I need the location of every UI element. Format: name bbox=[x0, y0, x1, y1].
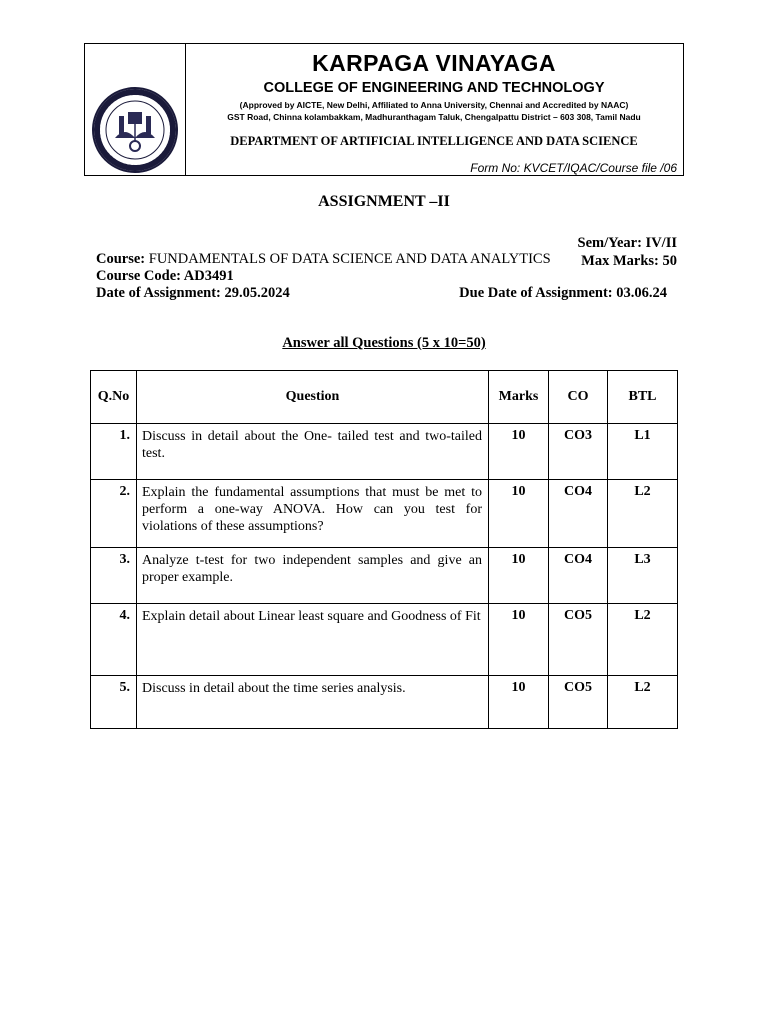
table-row bbox=[91, 604, 678, 676]
course-value: FUNDAMENTALS OF DATA SCIENCE AND DATA ANALYTICS bbox=[148, 251, 551, 267]
question-text: Explain the fundamental assumptions that must be met to perform a one-way ANOVA. How can you test for violations of these assumptions? bbox=[137, 480, 489, 548]
question-btl: L3 bbox=[608, 548, 678, 604]
header-co: CO bbox=[549, 371, 608, 424]
question-co: CO4 bbox=[549, 548, 608, 604]
question-number: 3. bbox=[91, 548, 137, 604]
questions-table bbox=[90, 370, 678, 729]
question-btl: L2 bbox=[608, 480, 678, 548]
college-subtitle: COLLEGE OF ENGINEERING AND TECHNOLOGY bbox=[263, 80, 605, 96]
instruction: Answer all Questions (5 x 10=50) bbox=[282, 335, 486, 351]
question-btl: L2 bbox=[608, 604, 678, 676]
course-label: Course: bbox=[96, 251, 149, 267]
question-marks: 10 bbox=[489, 480, 549, 548]
logo-cell bbox=[85, 44, 186, 175]
question-text: Discuss in detail about the time series analysis. bbox=[137, 676, 489, 729]
institution-header bbox=[84, 43, 684, 176]
question-text: Discuss in detail about the One- tailed test and two-tailed test. bbox=[137, 424, 489, 480]
college-name: KARPAGA VINAYAGA bbox=[312, 50, 556, 76]
question-marks: 10 bbox=[489, 604, 549, 676]
question-text: Explain detail about Linear least square and Goodness of Fit bbox=[137, 604, 489, 676]
question-number: 1. bbox=[91, 424, 137, 480]
header-question: Question bbox=[137, 371, 489, 424]
department-name: DEPARTMENT OF ARTIFICIAL INTELLIGENCE AND DATA SCIENCE bbox=[230, 134, 638, 148]
question-btl: L1 bbox=[608, 424, 678, 480]
max-marks: Max Marks: 50 bbox=[581, 253, 677, 269]
question-text: Analyze t-test for two independent samples and give an proper example. bbox=[137, 548, 489, 604]
question-btl: L2 bbox=[608, 676, 678, 729]
question-co: CO4 bbox=[549, 480, 608, 548]
header-btl: BTL bbox=[608, 371, 678, 424]
header-marks: Marks bbox=[489, 371, 549, 424]
question-number: 5. bbox=[91, 676, 137, 729]
question-number: 2. bbox=[91, 480, 137, 548]
question-co: CO3 bbox=[549, 424, 608, 480]
header-qno: Q.No bbox=[91, 371, 137, 424]
approval-line: (Approved by AICTE, New Delhi, Affiliated to Anna University, Chennai and Accredited by NAAC) bbox=[239, 100, 629, 110]
question-co: CO5 bbox=[549, 604, 608, 676]
question-marks: 10 bbox=[489, 676, 549, 729]
sem-year: Sem/Year: IV/II bbox=[577, 235, 677, 251]
college-seal-icon bbox=[91, 86, 179, 174]
table-row bbox=[91, 676, 678, 729]
assignment-title: ASSIGNMENT –II bbox=[318, 193, 450, 210]
table-row bbox=[91, 424, 678, 480]
question-marks: 10 bbox=[489, 548, 549, 604]
table-row bbox=[91, 548, 678, 604]
course-code: Course Code: AD3491 bbox=[96, 268, 234, 284]
question-marks: 10 bbox=[489, 424, 549, 480]
question-number: 4. bbox=[91, 604, 137, 676]
due-date: Due Date of Assignment: 03.06.24 bbox=[459, 285, 667, 301]
date-of-assignment: Date of Assignment: 29.05.2024 bbox=[96, 285, 290, 301]
form-number: Form No: KVCET/IQAC/Course file /06 bbox=[470, 161, 677, 175]
question-co: CO5 bbox=[549, 676, 608, 729]
course-line bbox=[96, 251, 551, 268]
address-line: GST Road, Chinna kolambakkam, Madhuranthagam Taluk, Chengalpattu District – 603 308, Tamil Nadu bbox=[227, 112, 641, 122]
table-row bbox=[91, 480, 678, 548]
table-header-row bbox=[91, 371, 678, 424]
